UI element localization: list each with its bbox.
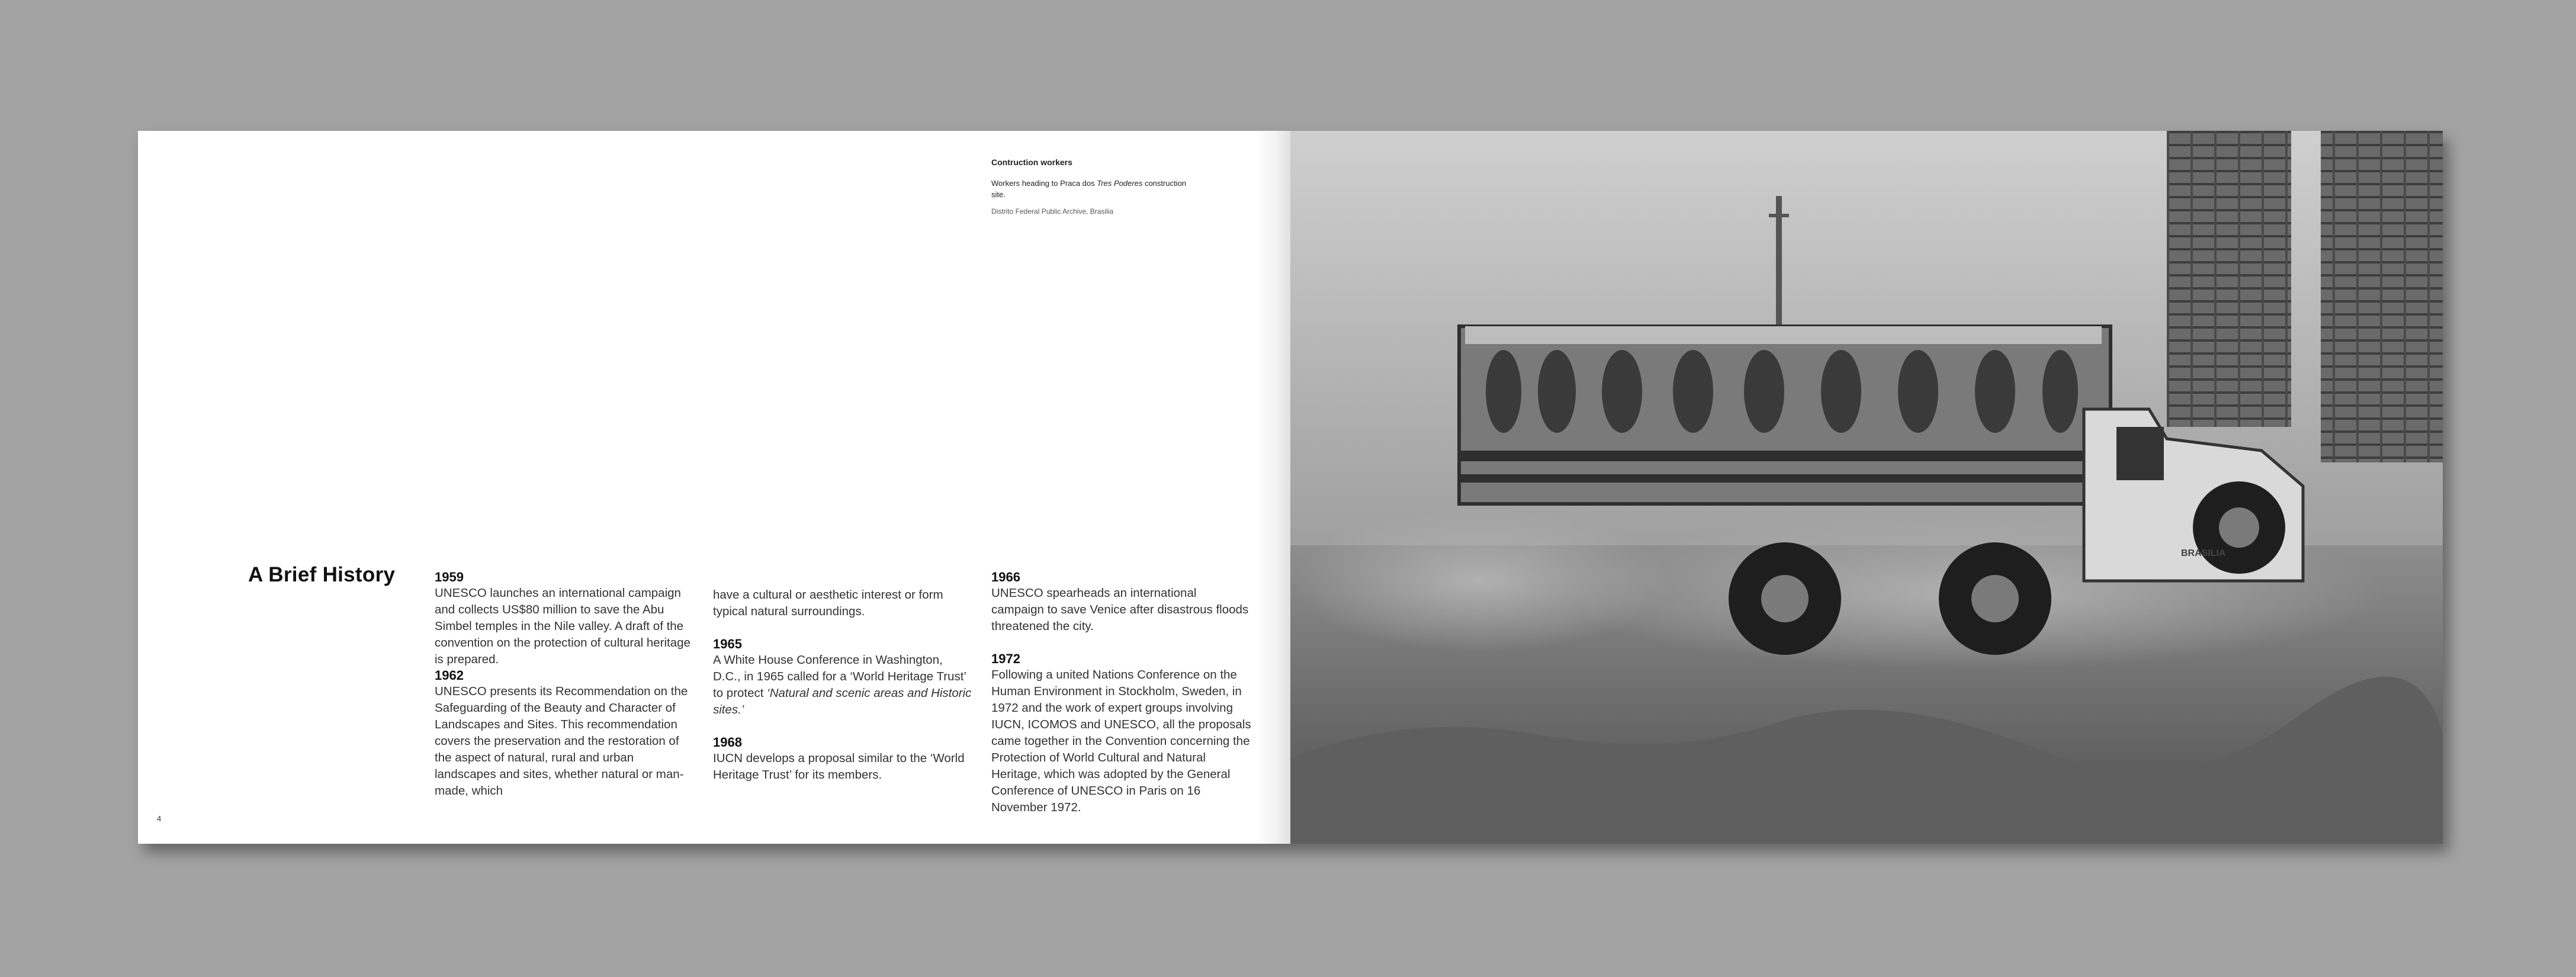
truck-door-text: BRASILIA <box>2181 548 2226 558</box>
right-page <box>1290 131 2443 844</box>
entry-text: Following a united Nations Conference on the Human Environment in Stockholm, Sweden, in 1972 and the work of expert groups involving IUCN, ICOMOS and UNESCO, all the proposals came together in the Convention concerning the Protection of World Cultural and Natural Heritage, which was adopted by the General Conference of UNESCO in Paris on 16 November 1972. <box>991 668 1251 814</box>
entry-year: 1968 <box>713 735 742 750</box>
history-column-3 <box>991 570 1252 816</box>
page-title: A Brief History <box>248 563 396 586</box>
entry-year: 1962 <box>435 668 464 683</box>
page-number: 4 <box>157 814 162 823</box>
entry-year: 1966 <box>991 570 1020 584</box>
gutter-shadow <box>1255 131 1290 844</box>
caption-text: Workers heading to Praca dos Tres Poderes construction site. <box>991 179 1187 199</box>
history-entry <box>991 651 1252 816</box>
entry-text: UNESCO presents its Recommendation on the Safeguarding of the Beauty and Character of Landscapes and Sites. This recommendation covers the preservation and the restoration of the aspect of natural, rural and urban landscapes and sites, whether natural or man-made, which <box>435 684 688 798</box>
book-spread <box>138 131 2443 844</box>
construction-truck-photo <box>1290 131 2443 844</box>
entry-text: IUCN develops a proposal similar to the ‘World Heritage Trust’ for its members. <box>713 751 965 782</box>
entry-year: 1972 <box>991 651 1020 666</box>
history-entry <box>713 735 974 783</box>
photo-caption <box>991 158 1193 216</box>
history-entry <box>435 570 695 668</box>
history-entry <box>991 570 1252 635</box>
caption-source: Distrito Federal Public Archive, Brasilia <box>991 207 1114 216</box>
entry-continuation: have a cultural or aesthetic interest or form typical natural surroundings. <box>713 588 943 618</box>
entry-text: UNESCO spearheads an international campaign to save Venice after disastrous floods threatened the city. <box>991 586 1249 633</box>
entry-text: UNESCO launches an international campaign and collects US$80 million to save the Abu Simbel temples in the Nile valley. A draft of the convention on the protection of cultural heritage is prepared. <box>435 586 690 666</box>
entry-text: A White House Conference in Washington, D.C., in 1965 called for a ‘World Heritage Trust’ to protect ‘Natural and scenic areas and Historic sites.’ <box>713 653 972 716</box>
history-entry <box>713 637 974 718</box>
history-column-2 <box>713 587 974 783</box>
entry-year: 1959 <box>435 570 464 584</box>
caption-title: Contruction workers <box>991 158 1072 167</box>
history-column-1 <box>435 570 695 799</box>
left-page <box>138 131 1290 844</box>
history-entry <box>435 668 695 799</box>
entry-year: 1965 <box>713 637 742 651</box>
